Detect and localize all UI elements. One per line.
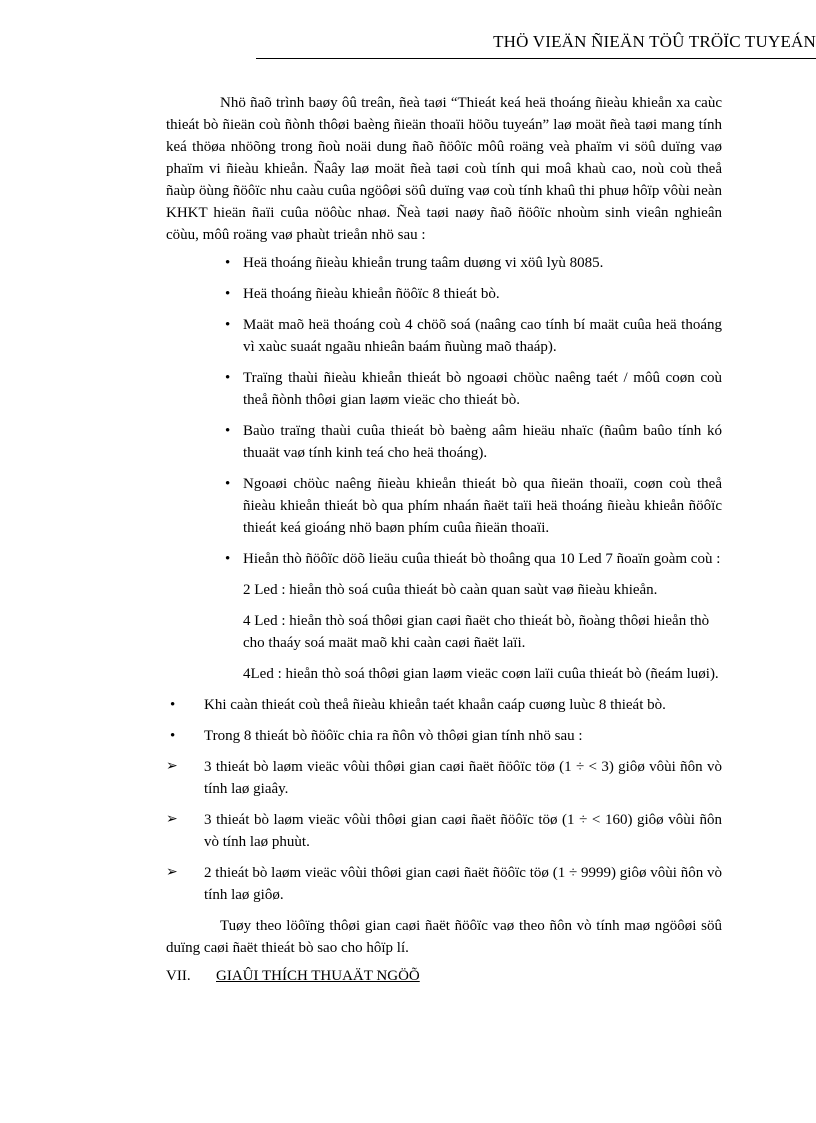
bullet-icon: • <box>225 317 231 333</box>
outer-list-item <box>166 725 722 747</box>
feature-list <box>166 252 722 570</box>
list-item-text: Baùo traïng thaùi cuûa thieát bò baèng aâm hieäu nhaïc (ñaûm baûo tính kó thuaät vaø tính kinh teá cho heä thoáng). <box>243 423 722 461</box>
arrow-bullet-icon: ➢ <box>166 759 178 774</box>
section-title: GIAÛI THÍCH THUAÄT NGÖÕ <box>216 968 420 984</box>
list-item <box>166 473 722 539</box>
closing-paragraph: Tuøy theo löôïng thôøi gian caøi ñaët ñöôïc vaø theo ñôn vò tính maø ngöôøi söû duïng caøi ñaët thieát bò sao cho hôïp lí. <box>166 918 722 956</box>
led-line: 2 Led : hieån thò soá cuûa thieát bò caàn quan saùt vaø ñieàu khieån. <box>243 582 658 598</box>
bullet-icon: • <box>225 255 231 271</box>
arrow-bullet-icon: ➢ <box>166 865 178 880</box>
bullet-icon: • <box>170 697 176 713</box>
arrow-list-item <box>166 809 722 853</box>
bullet-icon: • <box>170 728 176 744</box>
bullet-icon: • <box>225 423 231 439</box>
outer-list-item <box>166 694 722 716</box>
list-item <box>166 548 722 570</box>
intro-paragraph: Nhö ñaõ trình baøy ôû treân, ñeà taøi “Thieát keá heä thoáng ñieàu khieån xa caùc thieát bò ñieän coù ñònh thôøi baèng ñieän thoaïi höõu tuyeán” laø moät ñeà taøi mang tính keá thöøa nhöõng trong ñoù noäi dung ñaõ ñöôïc môû roäng veà phaïm vi söû duïng vaø phaïm vi ñieàu khieån. Ñaây laø moät ñeà taøi coù tính qui moâ khaù cao, noù coù theå ñaùp öùng ñöôïc nhu caàu cuûa ngöôøi söû duïng vaø coù tính khaû thi phuø hôïp vôùi neàn KHKT hieän ñaïi cuûa nöôùc nhaø. Ñeà taøi naøy ñaõ ñöôïc nhoùm sinh vieân nghieân cöùu, môû roäng vaø phaùt trieån nhö sau : <box>166 95 722 243</box>
list-item-text: Heä thoáng ñieàu khieån ñöôïc 8 thieát bò. <box>243 286 500 302</box>
list-item <box>166 283 722 305</box>
list-item <box>166 252 722 274</box>
arrow-item-text: 3 thieát bò laøm vieäc vôùi thôøi gian caøi ñaët ñöôïc töø (1 ÷ < 160) giôø vôùi ñôn vò tính laø phuùt. <box>204 812 722 850</box>
running-header: THÖ VIEÄN ÑIEÄN TÖÛ TRÖÏC TUYEÁN <box>256 32 816 59</box>
bullet-icon: • <box>225 551 231 567</box>
section-number: VII. <box>166 968 191 984</box>
bullet-icon: • <box>225 476 231 492</box>
arrow-list-item <box>166 756 722 800</box>
list-item-text: Maät maõ heä thoáng coù 4 chöõ soá (naâng cao tính bí maät cuûa heä thoáng vì xaùc suaát ngaãu nhieân baám ñuùng maõ thaáp). <box>243 317 722 355</box>
bullet-icon: • <box>225 286 231 302</box>
list-item-text: Hieån thò ñöôïc döõ lieäu cuûa thieát bò thoâng qua 10 Led 7 ñoaïn goàm coù : <box>243 551 721 567</box>
list-item <box>166 420 722 464</box>
outer-item-text: Khi caàn thieát coù theå ñieàu khieån taét khaån caáp cuøng luùc 8 thieát bò. <box>204 697 666 713</box>
list-item-text: Heä thoáng ñieàu khieån trung taâm duøng vi xöû lyù 8085. <box>243 255 604 271</box>
list-item-text: Ngoaøi chöùc naêng ñieàu khieån thieát bò qua ñieän thoaïi, coøn coù theå ñieàu khieån thieát bò qua phím nhaán ñaët taïi heä thoáng ñieàu khieån ñöôïc thieát keá gioáng nhö baøn phím cuûa ñieän thoaïi. <box>243 476 722 536</box>
list-item-text: Traïng thaùi ñieàu khieån thieát bò ngoaøi chöùc naêng taét / môû coøn coù theå ñònh thôøi gian laøm vieäc cho thieát bò. <box>243 370 722 408</box>
arrow-list-item <box>166 862 722 906</box>
list-item <box>166 314 722 358</box>
arrow-bullet-icon: ➢ <box>166 812 178 827</box>
arrow-item-text: 2 thieát bò laøm vieäc vôùi thôøi gian caøi ñaët ñöôïc töø (1 ÷ 9999) giôø vôùi ñôn vò tính laø giôø. <box>204 865 722 903</box>
page-body <box>166 92 722 987</box>
bullet-icon: • <box>225 370 231 386</box>
led-line: 4 Led : hieån thò soá thôøi gian caøi ñaët cho thieát bò, ñoàng thôøi hieån thò cho thaáy soá maät maõ khi caàn caøi ñaët laïi. <box>243 613 710 651</box>
list-item <box>166 367 722 411</box>
led-line: 4Led : hieån thò soá thôøi gian laøm vieäc coøn laïi cuûa thieát bò (ñeám luøi). <box>243 666 719 682</box>
section-heading <box>166 965 722 987</box>
outer-item-text: Trong 8 thieát bò ñöôïc chia ra ñôn vò thôøi gian tính nhö sau : <box>204 728 583 744</box>
arrow-item-text: 3 thieát bò laøm vieäc vôùi thôøi gian caøi ñaët ñöôïc töø (1 ÷ < 3) giôø vôùi ñôn vò tính laø giaây. <box>204 759 722 797</box>
